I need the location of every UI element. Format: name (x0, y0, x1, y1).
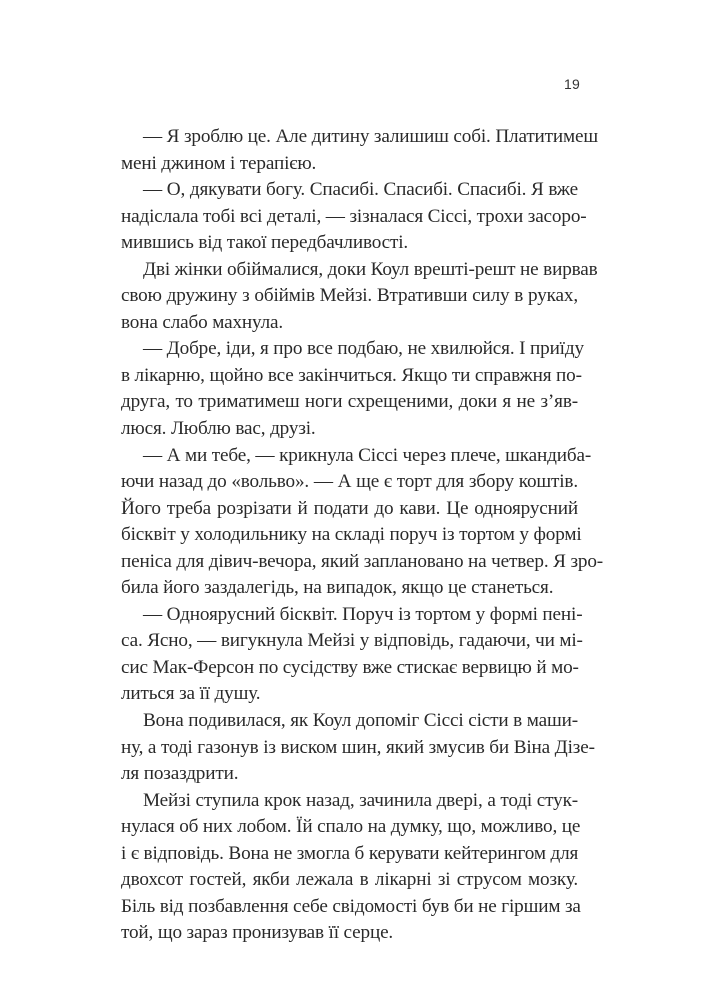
text-line: друга, то триматимеш ноги схрещеними, доки я не з’яв- (121, 391, 578, 413)
text-line: двохсот гостей, якби лежала в лікарні зі струсом мозку. (121, 869, 578, 891)
text-line: Біль від позбавлення себе свідомості був би не гіршим за (121, 895, 581, 917)
text-line: Дві жінки обіймалися, доки Коул врешті-решт не вирвав (143, 258, 598, 280)
text-line: той, що зараз пронизував її серце. (121, 922, 394, 944)
text-line: надіслала тобі всі деталі, — зізналася Сіссі, трохи засоро- (121, 205, 587, 227)
text-line: сис Мак-Ферсон по сусідству вже стискає вервицю й мо- (121, 656, 579, 678)
text-line: — А ми тебе, — крикнула Сіссі через плече, шкандиба- (143, 444, 592, 466)
text-line: вона слабо махнула. (121, 311, 284, 333)
text-line: била його заздалегідь, на випадок, якщо це станеться. (121, 577, 554, 599)
text-line: люся. Люблю вас, друзі. (121, 418, 316, 440)
page-text (121, 124, 604, 947)
text-line: ючи назад до «вольво». — А ще є торт для збору коштів. (121, 471, 578, 493)
page-number: 19 (564, 76, 580, 92)
paragraph (121, 443, 604, 602)
text-line: бісквіт у холодильнику на складі поруч із тортом у формі (121, 524, 582, 546)
text-line: свою дружину з обіймів Мейзі. Втративши силу в руках, (121, 285, 578, 307)
paragraph (121, 602, 583, 708)
text-line: — Я зроблю це. Але дитину залишиш собі. Платитимеш (143, 126, 599, 147)
text-line: мені джином і терапією. (121, 152, 317, 174)
text-line: і є відповідь. Вона не змогла б керувати кейтерингом для (121, 842, 579, 864)
paragraph (121, 336, 584, 442)
paragraph (121, 788, 581, 947)
text-line: ну, а тоді газонув із виском шин, який змусив би Віна Дізе- (121, 736, 595, 758)
text-line: Мейзі ступила крок назад, зачинила двері, а тоді стук- (143, 789, 578, 811)
paragraph (121, 257, 598, 337)
text-line: Вона подивилася, як Коул допоміг Сіссі сісти в маши- (143, 710, 578, 732)
text-line: нулася об них лобом. Їй спало на думку, що, можливо, це (121, 816, 581, 838)
text-line: литься за її душу. (121, 683, 261, 705)
text-line: Його треба розрізати й подати до кави. Це одноярусний (121, 497, 578, 519)
text-line: — Одноярусний бісквіт. Поруч із тортом у формі пені- (143, 603, 583, 625)
text-line: мившись від такої передбачливості. (121, 232, 409, 254)
text-line: — Добре, іди, я про все подбаю, не хвилюйся. І приїду (143, 338, 584, 360)
text-line: са. Ясно, — вигукнула Мейзі у відповідь, гадаючи, чи мі- (121, 630, 583, 652)
text-line: в лікарню, щойно все закінчиться. Якщо ти справжня по- (121, 364, 582, 386)
text-line: пеніса для дівич-вечора, який заплановано на четвер. Я зро- (121, 550, 604, 572)
paragraph (121, 124, 599, 177)
text-line: ля позаздрити. (121, 763, 239, 785)
text-line: — О, дякувати богу. Спасибі. Спасибі. Спасибі. Я вже (143, 179, 578, 201)
paragraph (121, 708, 595, 788)
paragraph (121, 177, 587, 257)
